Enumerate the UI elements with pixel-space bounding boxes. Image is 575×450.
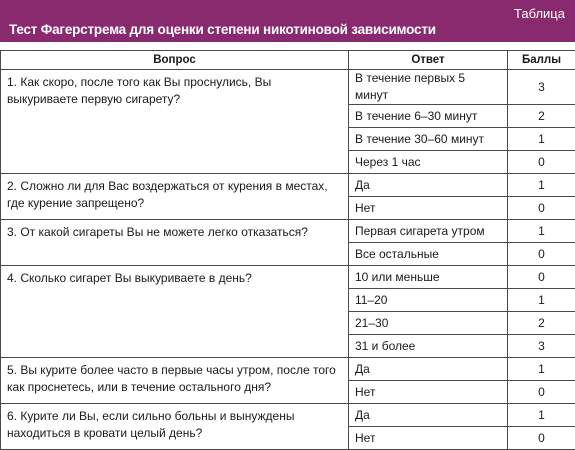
table-row (1, 220, 575, 243)
answer-cell: 31 и более (349, 335, 508, 358)
answer-cell: 11–20 (349, 289, 508, 312)
column-header-score: Баллы (508, 51, 575, 70)
answer-cell: 21–30 (349, 312, 508, 335)
table-row (1, 404, 575, 427)
score-cell: 2 (508, 312, 575, 335)
answer-cell: Да (349, 358, 508, 381)
table-row (1, 266, 575, 289)
answer-cell: Нет (349, 197, 508, 220)
column-header-answer: Ответ (349, 51, 508, 70)
score-cell: 1 (508, 358, 575, 381)
answer-cell: Нет (349, 381, 508, 404)
table-row (1, 70, 575, 105)
answer-cell: Все остальные (349, 243, 508, 266)
answer-cell: В течение 6–30 минут (349, 105, 508, 128)
score-cell: 0 (508, 381, 575, 404)
question-cell: 1. Как скоро, после того как Вы проснулись, Вы выкуриваете первую сигарету? (1, 70, 349, 174)
score-cell: 0 (508, 266, 575, 289)
title-banner (0, 0, 575, 42)
score-cell: 3 (508, 335, 575, 358)
score-cell: 1 (508, 220, 575, 243)
score-cell: 0 (508, 427, 575, 450)
score-cell: 1 (508, 404, 575, 427)
question-cell: 3. От какой сигареты Вы не можете легко отказаться? (1, 220, 349, 266)
table-row (1, 358, 575, 381)
table-title: Тест Фагерстрема для оценки степени никотиновой зависимости (9, 22, 436, 37)
score-cell: 1 (508, 289, 575, 312)
score-cell: 1 (508, 174, 575, 197)
fagerstrom-table (0, 50, 575, 450)
table-label: Таблица (514, 6, 565, 21)
question-cell: 2. Сложно ли для Вас воздержаться от курения в местах, где курение запрещено? (1, 174, 349, 220)
answer-cell: Да (349, 404, 508, 427)
score-cell: 1 (508, 128, 575, 151)
score-cell: 2 (508, 105, 575, 128)
answer-cell: В течение первых 5 минут (349, 70, 508, 105)
column-header-question: Вопрос (1, 51, 349, 70)
table-body (1, 70, 575, 450)
answer-cell: В течение 30–60 минут (349, 128, 508, 151)
answer-cell: Через 1 час (349, 151, 508, 174)
answer-cell: Нет (349, 427, 508, 450)
answer-cell: Первая сигарета утром (349, 220, 508, 243)
table-row (1, 174, 575, 197)
question-cell: 5. Вы курите более часто в первые часы утром, после того как проснетесь, или в течение остального дня? (1, 358, 349, 404)
score-cell: 3 (508, 70, 575, 105)
answer-cell: 10 или меньше (349, 266, 508, 289)
question-cell: 6. Курите ли Вы, если сильно больны и вынуждены находиться в кровати целый день? (1, 404, 349, 450)
question-cell: 4. Сколько сигарет Вы выкуриваете в день? (1, 266, 349, 358)
answer-cell: Да (349, 174, 508, 197)
score-cell: 0 (508, 243, 575, 266)
score-cell: 0 (508, 197, 575, 220)
header-row (1, 51, 575, 70)
score-cell: 0 (508, 151, 575, 174)
